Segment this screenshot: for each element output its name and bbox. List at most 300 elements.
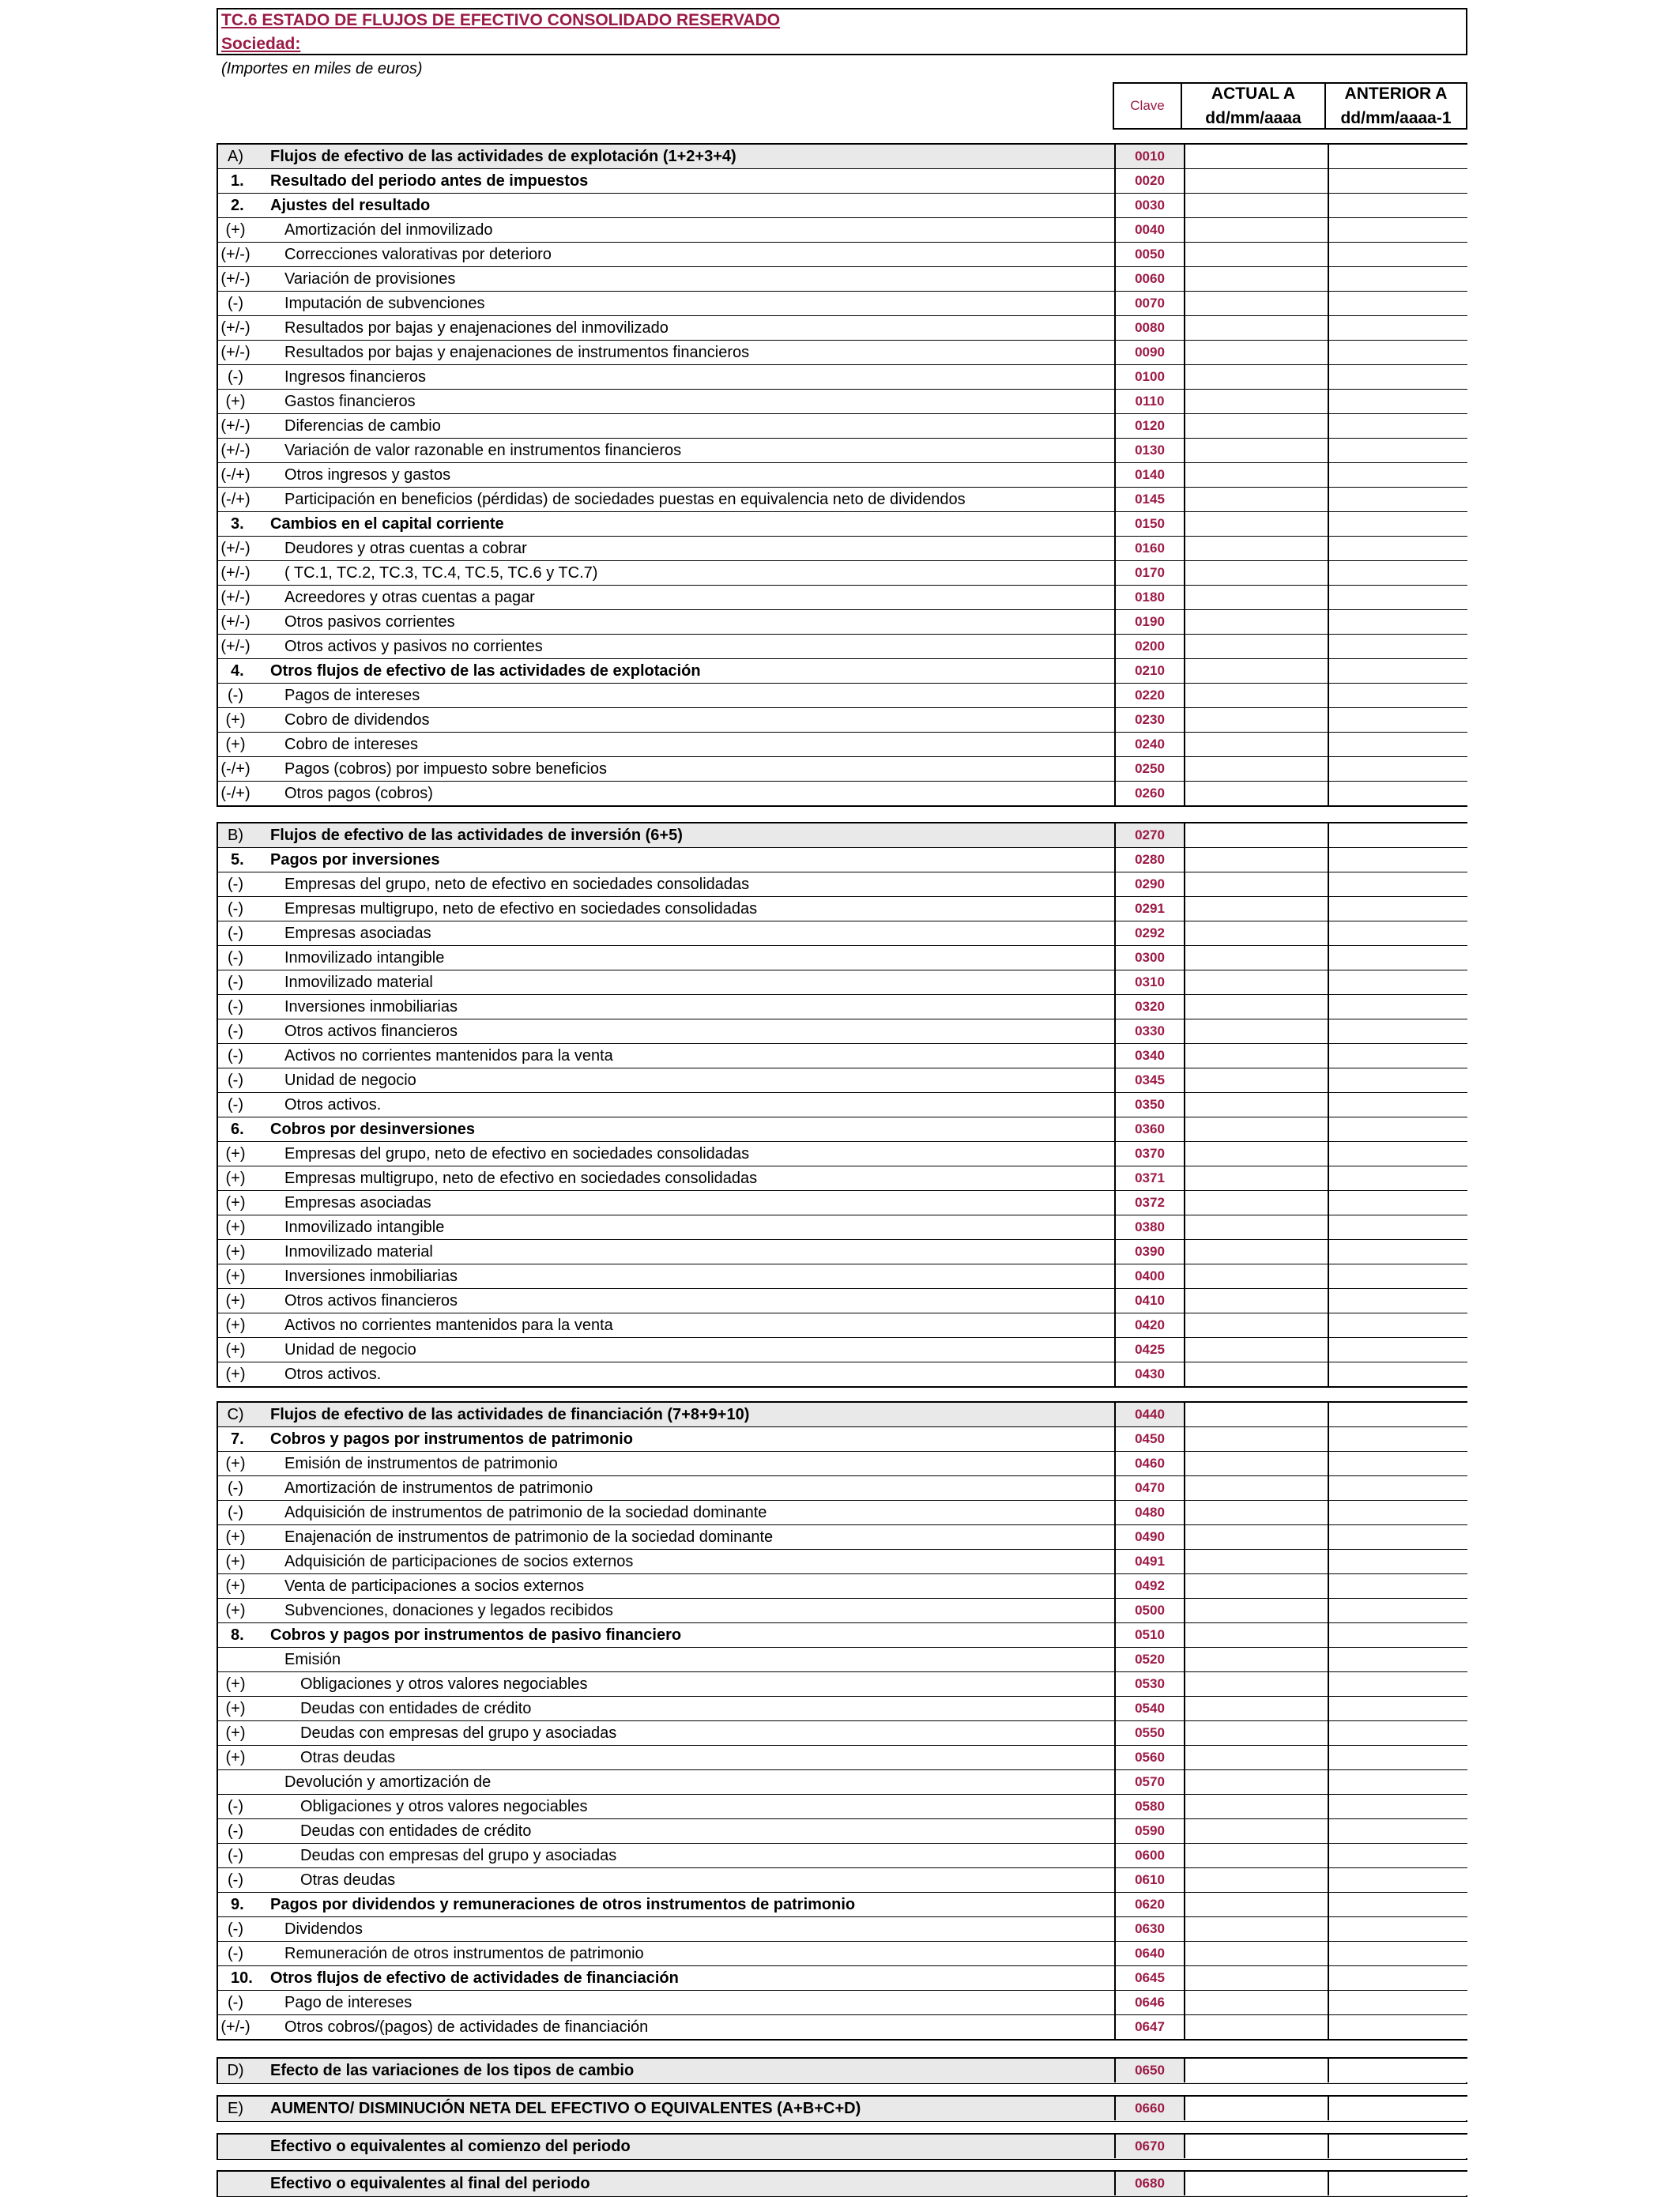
actual-value-cell[interactable] bbox=[1184, 1403, 1328, 1426]
anterior-value-cell[interactable] bbox=[1328, 1697, 1467, 1720]
anterior-value-cell[interactable] bbox=[1328, 1142, 1467, 1166]
anterior-value-cell[interactable] bbox=[1328, 1648, 1467, 1671]
anterior-value-cell[interactable] bbox=[1328, 341, 1467, 364]
actual-value-cell[interactable] bbox=[1184, 414, 1328, 438]
table-row bbox=[218, 292, 1466, 316]
table-row bbox=[218, 1550, 1466, 1574]
actual-value-cell[interactable] bbox=[1184, 145, 1328, 168]
anterior-value-cell[interactable] bbox=[1328, 1623, 1467, 1647]
clave-code: 0350 bbox=[1114, 1093, 1184, 1117]
actual-value-cell[interactable] bbox=[1184, 970, 1328, 994]
clave-code: 0250 bbox=[1114, 757, 1184, 781]
clave-code: 0140 bbox=[1114, 463, 1184, 487]
row-sign: (+) bbox=[225, 1292, 246, 1310]
row-label: Pagos por inversiones bbox=[270, 851, 440, 869]
anterior-value-cell[interactable] bbox=[1328, 439, 1467, 462]
row-label: Adquisición de participaciones de socios externos bbox=[284, 1553, 634, 1570]
actual-value-cell[interactable] bbox=[1184, 782, 1328, 805]
actual-value-cell[interactable] bbox=[1184, 1599, 1328, 1622]
clave-code: 0030 bbox=[1114, 194, 1184, 217]
actual-value-cell[interactable] bbox=[1184, 561, 1328, 585]
row-label: Cambios en el capital corriente bbox=[270, 515, 504, 533]
actual-value-cell[interactable] bbox=[1184, 635, 1328, 658]
actual-value-cell[interactable] bbox=[1184, 1338, 1328, 1362]
table-row bbox=[218, 1068, 1466, 1093]
actual-value-cell[interactable] bbox=[1184, 537, 1328, 560]
row-label: Cobros y pagos por instrumentos de patrimonio bbox=[270, 1430, 633, 1448]
actual-value-cell[interactable] bbox=[1184, 1574, 1328, 1598]
actual-value-cell[interactable] bbox=[1184, 1697, 1328, 1720]
row-label: Adquisición de instrumentos de patrimonio de la sociedad dominante bbox=[284, 1504, 767, 1521]
table-row bbox=[218, 1819, 1466, 1844]
row-sign: (-) bbox=[228, 1023, 243, 1040]
row-sign: (+) bbox=[225, 1455, 246, 1472]
actual-value-cell[interactable] bbox=[1184, 1166, 1328, 1190]
anterior-value-cell[interactable] bbox=[1328, 194, 1467, 217]
anterior-value-cell[interactable] bbox=[1328, 2015, 1467, 2039]
anterior-value-cell[interactable] bbox=[1328, 1338, 1467, 1362]
anterior-value-cell[interactable] bbox=[1328, 659, 1467, 683]
anterior-value-cell[interactable] bbox=[1328, 823, 1467, 847]
actual-value-cell[interactable] bbox=[1184, 757, 1328, 781]
actual-value-cell[interactable] bbox=[1184, 2059, 1328, 2082]
actual-value-cell[interactable] bbox=[1184, 1501, 1328, 1524]
row-sign: (-/+) bbox=[220, 785, 250, 802]
row-sign: (-) bbox=[228, 974, 243, 991]
anterior-value-cell[interactable] bbox=[1328, 267, 1467, 291]
row-sign: (+) bbox=[225, 1219, 246, 1236]
actual-value-cell[interactable] bbox=[1184, 488, 1328, 511]
actual-value-cell[interactable] bbox=[1184, 1795, 1328, 1818]
anterior-value-cell[interactable] bbox=[1328, 2097, 1467, 2120]
actual-value-cell[interactable] bbox=[1184, 823, 1328, 847]
actual-value-cell[interactable] bbox=[1184, 1093, 1328, 1117]
actual-value-cell[interactable] bbox=[1184, 586, 1328, 609]
anterior-value-cell[interactable] bbox=[1328, 1795, 1467, 1818]
clave-code: 0510 bbox=[1114, 1623, 1184, 1647]
row-label: Otros cobros/(pagos) de actividades de financiación bbox=[284, 2018, 649, 2036]
actual-value-cell[interactable] bbox=[1184, 390, 1328, 413]
table-row bbox=[218, 921, 1466, 946]
anterior-value-cell[interactable] bbox=[1328, 1117, 1467, 1141]
row-sign: (+) bbox=[225, 1366, 246, 1383]
table-row bbox=[218, 610, 1466, 635]
anterior-value-cell[interactable] bbox=[1328, 1019, 1467, 1043]
clave-code: 0190 bbox=[1114, 610, 1184, 634]
anterior-value-cell[interactable] bbox=[1328, 512, 1467, 536]
anterior-value-cell[interactable] bbox=[1328, 1313, 1467, 1337]
actual-value-cell[interactable] bbox=[1184, 1525, 1328, 1549]
actual-value-cell[interactable] bbox=[1184, 316, 1328, 340]
anterior-value-cell[interactable] bbox=[1328, 1770, 1467, 1794]
actual-value-cell[interactable] bbox=[1184, 1917, 1328, 1941]
anterior-value-cell[interactable] bbox=[1328, 316, 1467, 340]
anterior-value-cell[interactable] bbox=[1328, 463, 1467, 487]
clave-code: 0590 bbox=[1114, 1819, 1184, 1843]
anterior-value-cell[interactable] bbox=[1328, 1672, 1467, 1696]
actual-value-cell[interactable] bbox=[1184, 1191, 1328, 1215]
row-sign: (-) bbox=[228, 1822, 243, 1840]
actual-value-cell[interactable] bbox=[1184, 1476, 1328, 1500]
row-sign: (+) bbox=[225, 1700, 246, 1717]
anterior-value-cell[interactable] bbox=[1328, 1068, 1467, 1092]
clave-code: 0240 bbox=[1114, 733, 1184, 756]
row-label: Resultados por bajas y enajenaciones del inmovilizado bbox=[284, 319, 669, 337]
anterior-value-cell[interactable] bbox=[1328, 1550, 1467, 1573]
clave-code: 0550 bbox=[1114, 1721, 1184, 1745]
table-row bbox=[218, 537, 1466, 561]
anterior-value-cell[interactable] bbox=[1328, 1942, 1467, 1965]
row-label: Subvenciones, donaciones y legados recibidos bbox=[284, 1602, 613, 1619]
anterior-value-cell[interactable] bbox=[1328, 218, 1467, 242]
anterior-value-cell[interactable] bbox=[1328, 145, 1467, 168]
table-row bbox=[218, 782, 1466, 806]
row-label: Otros ingresos y gastos bbox=[284, 466, 451, 484]
clave-header-label: Clave bbox=[1130, 98, 1165, 113]
row-label: Otros flujos de efectivo de actividades de financiación bbox=[270, 1969, 679, 1987]
form-header bbox=[217, 8, 1467, 55]
section-header-row bbox=[218, 2059, 1466, 2083]
actual-value-cell[interactable] bbox=[1184, 194, 1328, 217]
clave-code: 0410 bbox=[1114, 1289, 1184, 1313]
table-row bbox=[218, 169, 1466, 194]
actual-value-cell[interactable] bbox=[1184, 341, 1328, 364]
actual-value-cell[interactable] bbox=[1184, 1844, 1328, 1867]
clave-code: 0610 bbox=[1114, 1868, 1184, 1892]
actual-value-cell[interactable] bbox=[1184, 1550, 1328, 1573]
anterior-value-cell[interactable] bbox=[1328, 169, 1467, 193]
anterior-value-cell[interactable] bbox=[1328, 708, 1467, 732]
clave-code: 0200 bbox=[1114, 635, 1184, 658]
clave-code: 0090 bbox=[1114, 341, 1184, 364]
row-label: Empresas asociadas bbox=[284, 1194, 431, 1212]
table-row bbox=[218, 1868, 1466, 1893]
actual-value-cell[interactable] bbox=[1184, 1770, 1328, 1794]
actual-value-cell[interactable] bbox=[1184, 169, 1328, 193]
anterior-value-cell[interactable] bbox=[1328, 1991, 1467, 2014]
actual-value-cell[interactable] bbox=[1184, 463, 1328, 487]
clave-code: 0400 bbox=[1114, 1264, 1184, 1288]
row-number: 6. bbox=[231, 1121, 244, 1138]
row-label: Deudas con empresas del grupo y asociadas bbox=[300, 1847, 617, 1864]
anterior-value-cell[interactable] bbox=[1328, 2172, 1467, 2195]
actual-value-cell[interactable] bbox=[1184, 1966, 1328, 1990]
actual-value-cell[interactable] bbox=[1184, 1672, 1328, 1696]
row-sign: (-) bbox=[228, 925, 243, 942]
actual-value-cell[interactable] bbox=[1184, 872, 1328, 896]
clave-code: 0345 bbox=[1114, 1068, 1184, 1092]
clave-code: 0230 bbox=[1114, 708, 1184, 732]
row-label: Variación de provisiones bbox=[284, 270, 456, 288]
row-number: 1. bbox=[231, 172, 244, 190]
row-sign: (+) bbox=[225, 1243, 246, 1261]
anterior-value-cell[interactable] bbox=[1328, 2135, 1467, 2158]
actual-value-cell[interactable] bbox=[1184, 1746, 1328, 1769]
row-sign: (+) bbox=[225, 1194, 246, 1212]
table-row bbox=[218, 1942, 1466, 1966]
anterior-value-cell[interactable] bbox=[1328, 1525, 1467, 1549]
clave-code: 0492 bbox=[1114, 1574, 1184, 1598]
row-sign: (-/+) bbox=[220, 466, 250, 484]
clave-code: 0530 bbox=[1114, 1672, 1184, 1696]
row-sign: (+/-) bbox=[220, 344, 250, 361]
actual-value-cell[interactable] bbox=[1184, 365, 1328, 389]
table-row bbox=[218, 1795, 1466, 1819]
table-row bbox=[218, 659, 1466, 684]
row-label: Emisión de instrumentos de patrimonio bbox=[284, 1455, 558, 1472]
anterior-value-cell[interactable] bbox=[1328, 1893, 1467, 1916]
anterior-value-cell[interactable] bbox=[1328, 782, 1467, 805]
actual-value-cell[interactable] bbox=[1184, 1819, 1328, 1843]
row-sign: (+/-) bbox=[220, 270, 250, 288]
row-sign: (-) bbox=[228, 998, 243, 1016]
anterior-value-cell[interactable] bbox=[1328, 1240, 1467, 1264]
row-label: Devolución y amortización de bbox=[284, 1773, 492, 1791]
anterior-value-cell[interactable] bbox=[1328, 635, 1467, 658]
actual-value-cell[interactable] bbox=[1184, 243, 1328, 266]
actual-value-cell[interactable] bbox=[1184, 1942, 1328, 1965]
clave-code: 0270 bbox=[1114, 823, 1184, 847]
row-sign: (+/-) bbox=[220, 564, 250, 582]
actual-value-cell[interactable] bbox=[1184, 1648, 1328, 1671]
row-label: Variación de valor razonable en instrumentos financieros bbox=[284, 442, 682, 459]
clave-code: 0145 bbox=[1114, 488, 1184, 511]
actual-value-cell[interactable] bbox=[1184, 1117, 1328, 1141]
anterior-value-cell[interactable] bbox=[1328, 1289, 1467, 1313]
anterior-value-cell[interactable] bbox=[1328, 1844, 1467, 1867]
anterior-value-cell[interactable] bbox=[1328, 897, 1467, 921]
anterior-value-cell[interactable] bbox=[1328, 921, 1467, 945]
row-label: Inmovilizado material bbox=[284, 1243, 433, 1261]
row-sign: (+/-) bbox=[220, 2018, 250, 2036]
actual-value-cell[interactable] bbox=[1184, 1142, 1328, 1166]
table-row bbox=[218, 1648, 1466, 1672]
table-row bbox=[218, 341, 1466, 365]
table-row bbox=[218, 1313, 1466, 1338]
anterior-value-cell[interactable] bbox=[1328, 1501, 1467, 1524]
table-row bbox=[218, 1501, 1466, 1525]
actual-value-cell[interactable] bbox=[1184, 1623, 1328, 1647]
actual-value-cell[interactable] bbox=[1184, 1215, 1328, 1239]
clave-code: 0380 bbox=[1114, 1215, 1184, 1239]
row-sign: (+) bbox=[225, 1749, 246, 1766]
row-sign: (+/-) bbox=[220, 540, 250, 557]
row-sign: (+) bbox=[225, 393, 246, 410]
anterior-value-cell[interactable] bbox=[1328, 1362, 1467, 1386]
anterior-value-cell[interactable] bbox=[1328, 292, 1467, 315]
clave-code: 0320 bbox=[1114, 995, 1184, 1019]
actual-value-cell[interactable] bbox=[1184, 267, 1328, 291]
anterior-value-cell[interactable] bbox=[1328, 488, 1467, 511]
anterior-value-cell[interactable] bbox=[1328, 872, 1467, 896]
actual-value-cell[interactable] bbox=[1184, 2172, 1328, 2195]
anterior-value-cell[interactable] bbox=[1328, 1868, 1467, 1892]
actual-value-cell[interactable] bbox=[1184, 512, 1328, 536]
clave-code: 0150 bbox=[1114, 512, 1184, 536]
actual-value-cell[interactable] bbox=[1184, 1068, 1328, 1092]
clave-code: 0360 bbox=[1114, 1117, 1184, 1141]
actual-value-cell[interactable] bbox=[1184, 1044, 1328, 1068]
row-label: Diferencias de cambio bbox=[284, 417, 441, 435]
row-label: Empresas multigrupo, neto de efectivo en sociedades consolidadas bbox=[284, 1170, 758, 1187]
anterior-header-line2: dd/mm/aaaa-1 bbox=[1340, 109, 1452, 127]
table-row bbox=[218, 365, 1466, 390]
anterior-value-cell[interactable] bbox=[1328, 1721, 1467, 1745]
row-sign: (+) bbox=[225, 1602, 246, 1619]
actual-value-cell[interactable] bbox=[1184, 2015, 1328, 2039]
anterior-value-cell[interactable] bbox=[1328, 1966, 1467, 1990]
row-number: 7. bbox=[231, 1430, 244, 1448]
anterior-value-cell[interactable] bbox=[1328, 1403, 1467, 1426]
row-label: Otros activos financieros bbox=[284, 1023, 458, 1040]
anterior-value-cell[interactable] bbox=[1328, 2059, 1467, 2082]
table-section bbox=[217, 2057, 1467, 2084]
actual-value-cell[interactable] bbox=[1184, 995, 1328, 1019]
actual-value-cell[interactable] bbox=[1184, 1240, 1328, 1264]
anterior-value-cell[interactable] bbox=[1328, 946, 1467, 970]
anterior-value-cell[interactable] bbox=[1328, 390, 1467, 413]
row-label: Cobros por desinversiones bbox=[270, 1121, 475, 1138]
actual-value-cell[interactable] bbox=[1184, 1362, 1328, 1386]
table-row bbox=[218, 1770, 1466, 1795]
clave-code: 0292 bbox=[1114, 921, 1184, 945]
table-row bbox=[218, 243, 1466, 267]
table-row bbox=[218, 586, 1466, 610]
section-header-row bbox=[218, 823, 1466, 848]
actual-value-cell[interactable] bbox=[1184, 708, 1328, 732]
anterior-value-cell[interactable] bbox=[1328, 848, 1467, 872]
actual-value-cell[interactable] bbox=[1184, 1019, 1328, 1043]
actual-value-cell[interactable] bbox=[1184, 2135, 1328, 2158]
anterior-value-cell[interactable] bbox=[1328, 1215, 1467, 1239]
actual-value-cell[interactable] bbox=[1184, 1427, 1328, 1451]
row-label: Cobro de dividendos bbox=[284, 711, 430, 729]
row-label: Cobro de intereses bbox=[284, 736, 418, 753]
row-label: Imputación de subvenciones bbox=[284, 295, 485, 312]
anterior-value-cell[interactable] bbox=[1328, 1746, 1467, 1769]
row-sign: (+) bbox=[225, 1145, 246, 1163]
clave-code: 0170 bbox=[1114, 561, 1184, 585]
anterior-value-cell[interactable] bbox=[1328, 1044, 1467, 1068]
actual-value-cell[interactable] bbox=[1184, 921, 1328, 945]
clave-code: 0370 bbox=[1114, 1142, 1184, 1166]
anterior-value-cell[interactable] bbox=[1328, 537, 1467, 560]
row-sign: B) bbox=[228, 827, 243, 844]
row-label: Pago de intereses bbox=[284, 1994, 412, 2011]
clave-code: 0500 bbox=[1114, 1599, 1184, 1622]
row-sign: (-) bbox=[228, 1920, 243, 1938]
actual-value-cell[interactable] bbox=[1184, 439, 1328, 462]
row-label: Dividendos bbox=[284, 1920, 363, 1938]
row-label: Inversiones inmobiliarias bbox=[284, 1268, 458, 1285]
row-sign: (+/-) bbox=[220, 417, 250, 435]
actual-value-cell[interactable] bbox=[1184, 848, 1328, 872]
actual-value-cell[interactable] bbox=[1184, 218, 1328, 242]
actual-value-cell[interactable] bbox=[1184, 1289, 1328, 1313]
actual-value-cell[interactable] bbox=[1184, 292, 1328, 315]
clave-code: 0620 bbox=[1114, 1893, 1184, 1916]
anterior-value-cell[interactable] bbox=[1328, 1476, 1467, 1500]
table-row bbox=[218, 463, 1466, 488]
actual-value-cell[interactable] bbox=[1184, 1893, 1328, 1916]
row-label: Ajustes del resultado bbox=[270, 197, 431, 214]
anterior-value-cell[interactable] bbox=[1328, 684, 1467, 707]
anterior-value-cell[interactable] bbox=[1328, 1093, 1467, 1117]
actual-value-cell[interactable] bbox=[1184, 897, 1328, 921]
clave-code: 0645 bbox=[1114, 1966, 1184, 1990]
row-label: Activos no corrientes mantenidos para la venta bbox=[284, 1317, 613, 1334]
row-label: ( TC.1, TC.2, TC.3, TC.4, TC.5, TC.6 y TC.7) bbox=[284, 564, 598, 582]
actual-header-line2: dd/mm/aaaa bbox=[1205, 109, 1301, 127]
anterior-value-cell[interactable] bbox=[1328, 757, 1467, 781]
anterior-value-cell[interactable] bbox=[1328, 365, 1467, 389]
clave-code: 0100 bbox=[1114, 365, 1184, 389]
table-row bbox=[218, 2015, 1466, 2040]
actual-value-cell[interactable] bbox=[1184, 1313, 1328, 1337]
actual-value-cell[interactable] bbox=[1184, 1991, 1328, 2014]
actual-value-cell[interactable] bbox=[1184, 1868, 1328, 1892]
table-row bbox=[218, 1166, 1466, 1191]
actual-value-cell[interactable] bbox=[1184, 1452, 1328, 1475]
actual-value-cell[interactable] bbox=[1184, 1721, 1328, 1745]
actual-value-cell[interactable] bbox=[1184, 733, 1328, 756]
row-label: AUMENTO/ DISMINUCIÓN NETA DEL EFECTIVO O EQUIVALENTES (A+B+C+D) bbox=[270, 2100, 861, 2117]
actual-value-cell[interactable] bbox=[1184, 610, 1328, 634]
table-row bbox=[218, 1574, 1466, 1599]
anterior-column-header bbox=[1326, 82, 1467, 130]
row-label: Otras deudas bbox=[300, 1871, 396, 1889]
actual-value-cell[interactable] bbox=[1184, 946, 1328, 970]
anterior-value-cell[interactable] bbox=[1328, 1191, 1467, 1215]
actual-value-cell[interactable] bbox=[1184, 659, 1328, 683]
actual-value-cell[interactable] bbox=[1184, 1264, 1328, 1288]
actual-value-cell[interactable] bbox=[1184, 2097, 1328, 2120]
row-label: Venta de participaciones a socios externos bbox=[284, 1577, 585, 1595]
anterior-value-cell[interactable] bbox=[1328, 733, 1467, 756]
anterior-value-cell[interactable] bbox=[1328, 561, 1467, 585]
anterior-value-cell[interactable] bbox=[1328, 970, 1467, 994]
anterior-value-cell[interactable] bbox=[1328, 610, 1467, 634]
actual-column-header bbox=[1182, 82, 1326, 130]
row-label: Deudas con entidades de crédito bbox=[300, 1822, 532, 1840]
anterior-value-cell[interactable] bbox=[1328, 1819, 1467, 1843]
row-sign: (-) bbox=[228, 1798, 243, 1815]
actual-value-cell[interactable] bbox=[1184, 684, 1328, 707]
section-header-row bbox=[218, 2097, 1466, 2121]
table-row bbox=[218, 1721, 1466, 1746]
anterior-value-cell[interactable] bbox=[1328, 586, 1467, 609]
anterior-value-cell[interactable] bbox=[1328, 1917, 1467, 1941]
anterior-value-cell[interactable] bbox=[1328, 1427, 1467, 1451]
anterior-value-cell[interactable] bbox=[1328, 1574, 1467, 1598]
anterior-value-cell[interactable] bbox=[1328, 1452, 1467, 1475]
row-sign: (-) bbox=[228, 1945, 243, 1962]
table-row bbox=[218, 1599, 1466, 1623]
anterior-value-cell[interactable] bbox=[1328, 243, 1467, 266]
row-label: Obligaciones y otros valores negociables bbox=[300, 1675, 588, 1693]
anterior-value-cell[interactable] bbox=[1328, 995, 1467, 1019]
anterior-value-cell[interactable] bbox=[1328, 1599, 1467, 1622]
row-label: Otros activos financieros bbox=[284, 1292, 458, 1310]
clave-code: 0470 bbox=[1114, 1476, 1184, 1500]
anterior-value-cell[interactable] bbox=[1328, 414, 1467, 438]
anterior-value-cell[interactable] bbox=[1328, 1166, 1467, 1190]
clave-code: 0425 bbox=[1114, 1338, 1184, 1362]
row-label: Empresas asociadas bbox=[284, 925, 431, 942]
anterior-value-cell[interactable] bbox=[1328, 1264, 1467, 1288]
row-label: Otros activos. bbox=[284, 1366, 382, 1383]
table-row bbox=[218, 1019, 1466, 1044]
